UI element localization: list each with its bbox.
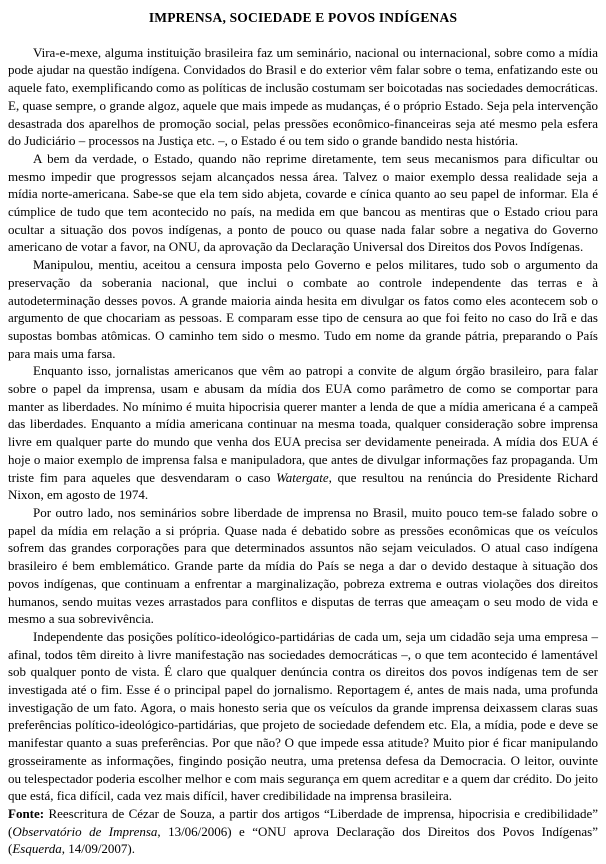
source-note: Fonte: Reescritura de Cézar de Souza, a partir dos artigos “Liberdade de imprensa, hipocrisia e credibilidade” (Observatório de Imprensa, 13/06/2006) e “ONU aprova Declaração dos Direitos dos Povos Indígenas” (Esquerda, 14/09/2007). xyxy=(8,805,598,857)
paragraph-2: A bem da verdade, o Estado, quando não reprime diretamente, tem seus mecanismos para dificultar ou mesmo impedir que progressos sejam alcançados nessa área. Talvez o maior exemplo dessa realidade seja a mídia norte-americana. Sabe-se que ela tem sido abjeta, covarde e cínica quanto ao seu papel de informar. Ela é cúmplice de tudo que tem acontecido no país, na medida em que bancou as mentiras que o Estado criou para ocultar a situação dos povos indígenas, a ponto de pouco ou quase nada falar sobre a negativa do Governo americano de votar a favor, na ONU, da aprovação da Declaração Universal dos Direitos dos Povos Indígenas. xyxy=(8,150,598,255)
paragraph-5: Por outro lado, nos seminários sobre liberdade de imprensa no Brasil, muito pouco tem-se falado sobre o papel da mídia em relação a si própria. Quase nada é debatido sobre as pressões econômicas que os veículos sofrem das grandes corporações para que determinados assuntos não sejam veiculados. O atual caso indígena brasileiro é bem emblemático. Grande parte da mídia do País se nega a dar o devido destaque à situação dos povos indígenas, que continuam a enfrentar a marginalização, pobreza extrema e outras violações dos direitos humanos, sendo muitas vezes arrastados para conflitos e disputas de terras que ameaçam o seu modo de vida e mesmo a sua sobrevivência. xyxy=(8,504,598,627)
paragraph-6: Independente das posições político-ideológico-partidárias de cada um, seja um cidadão seja uma empresa – afinal, todos têm direito à livre manifestação nas sociedades democráticas –, o que tem acontecido é lamentável sob qualquer ponto de vista. É claro que qualquer denúncia contra os direitos dos povos indígenas tem de ser investigada até o fim. Esse é o principal papel do jornalismo. Reportagem é, antes de mais nada, uma profunda investigação de um fato. Agora, o mais honesto seria que os veículos da grande imprensa deixassem claras suas preferências político-ideológico-partidárias, que projeto de sociedade defendem etc. Ela, a mídia, pode e deve se manifestar quanto a suas preferências. Por que não? O que impede essa atitude? Muito pior é ficar manipulando grosseiramente as informações, fingindo posição neutra, uma pretensa defesa da Democracia. O leitor, ouvinte ou telespectador poderia escolher melhor e com mais segurança em quem acreditar e a quem dar crédito. Do jeito que está, fica difícil, cada vez mais difícil, haver credibilidade na imprensa brasileira. xyxy=(8,628,598,804)
document-title: IMPRENSA, SOCIEDADE E POVOS INDÍGENAS xyxy=(148,10,458,25)
paragraph-3: Manipulou, mentiu, aceitou a censura imposta pelo Governo e pelos militares, tudo sob o argumento da preservação da soberania nacional, que inclui o combate ao controle independente das terras e à autodeterminação desses povos. A grande maioria ainda hesita em divulgar os fatos como eles acontecem sob o argumento de que chocariam as pessoas. E comparam esse tipo de censura ao que foi feito no caso do Irã e das supostas bombas atômicas. O caminho tem sido o mesmo. Tudo em nome da grande pátria, preparando o País para mais uma farsa. xyxy=(8,257,598,361)
paragraph-1: Vira-e-mexe, alguma instituição brasileira faz um seminário, nacional ou internacional, sobre como a mídia pode ajudar na questão indígena. Convidados do Brasil e do exterior vêm falar sobre o tema, enfatizando este ou aquele fato, exemplificando como as políticas de inclusão costumam ser boicotadas nas sociedades democráticas. E, quase sempre, o grande algoz, aquele que mais impede as mudanças, é o próprio Estado. Seja pela intervenção desastrada dos aparelhos de promoção social, pelas pressões econômico-financeiras seja até mesmo pela esfera do Judiciário – processos na Justiça etc. –, o Estado é ou tem sido o grande bandido nesta história. xyxy=(8,44,598,149)
paragraph-4: Enquanto isso, jornalistas americanos que vêm ao patropi a convite de algum órgão brasileiro, para falar sobre o papel da imprensa, usam e abusam da mídia dos EUA como parâmetro de como se comportar para manter as liberdades. No mínimo é muita hipocrisia querer manter a lenda de que a mídia americana é a campeã das liberdades. Enquanto a mídia americana continuar na mesma toada, qualquer consideração sobre imprensa livre em qualquer parte do mundo que venha dos EUA precisa ser devidamente peneirada. A mídia dos EUA é hoje o maior exemplo de imprensa falsa e manipuladora, que antes de divulgar informações faz propaganda. Um triste fim para aqueles que desvendaram o caso Watergate, que resultou na renúncia do Presidente Richard Nixon, em agosto de 1974. xyxy=(8,363,598,503)
